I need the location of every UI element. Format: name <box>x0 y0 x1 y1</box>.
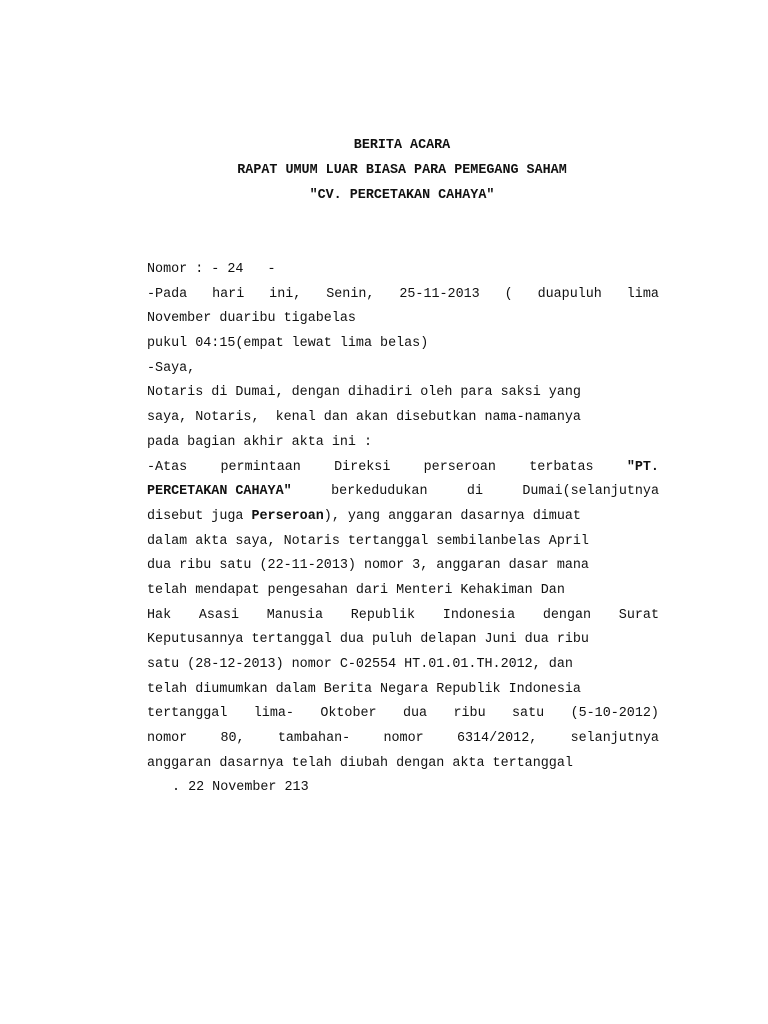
text-line: satu (28-12-2013) nomor C-02554 HT.01.01.TH.2012, dan <box>147 657 573 672</box>
word: satu <box>512 706 545 722</box>
word: berkedudukan <box>331 484 428 500</box>
word: 80, <box>220 731 245 747</box>
text-segment: ), yang anggaran dasarnya dimuat <box>323 508 581 524</box>
word: nomor <box>147 731 188 747</box>
date-line <box>147 286 659 311</box>
text-line: November duaribu tigabelas <box>147 311 356 327</box>
word: di <box>466 484 483 500</box>
word: -Pada <box>147 286 188 302</box>
company-line <box>147 483 659 508</box>
word: Oktober <box>320 706 377 722</box>
perseroan-bold: Perseroan <box>251 508 324 524</box>
word: Hak <box>147 607 172 623</box>
word: nomor <box>383 731 424 747</box>
word: tambahan- <box>277 731 351 747</box>
word: Direksi <box>334 459 391 475</box>
word: lima <box>626 286 659 302</box>
word: Asasi <box>198 607 240 623</box>
text-segment: disebut juga <box>147 508 252 524</box>
word: 25-11-2013 <box>399 286 480 302</box>
word: 6314/2012, <box>456 731 538 747</box>
word: selanjutnya <box>570 731 659 747</box>
text-line: saya, Notaris, kenal dan akan disebutkan nama-namanya <box>147 410 581 426</box>
word: -Atas <box>147 459 188 475</box>
word: ini, <box>269 286 302 302</box>
word: lima- <box>253 706 294 722</box>
word: Dumai(selanjutnya <box>522 484 659 500</box>
word: duapuluh <box>537 286 602 302</box>
text-line: Notaris di Dumai, dengan dihadiri oleh para saksi yang <box>147 385 581 401</box>
oktober-line <box>147 705 659 730</box>
company-name-title: "CV. PERCETAKAN CAHAYA" <box>309 188 495 203</box>
text-line: -Saya, <box>147 360 196 376</box>
word: Manusia <box>266 607 324 623</box>
company-name-bold: PERCETAKAN CAHAYA" <box>147 484 292 500</box>
ministry-line <box>147 607 659 632</box>
word: tertanggal <box>147 706 228 722</box>
text-line: telah mendapat pengesahan dari Menteri Kehakiman Dan <box>147 582 565 598</box>
text-line: anggaran dasarnya telah diubah dengan akta tertanggal <box>147 755 573 771</box>
request-line <box>147 459 659 484</box>
text-line: pada bagian akhir akta ini : <box>147 434 372 450</box>
word: Republik <box>350 607 416 623</box>
word: dua <box>402 706 428 722</box>
word: permintaan <box>220 459 301 475</box>
nomor-tambahan-line <box>147 730 659 755</box>
word: perseroan <box>423 459 496 475</box>
text-line: Keputusannya tertanggal dua puluh delapan Juni dua ribu <box>147 632 589 648</box>
word: Surat <box>618 607 659 623</box>
text-line: telah diumumkan dalam Berita Negara Republik Indonesia <box>147 681 581 697</box>
perseroan-line <box>147 508 659 533</box>
word: Senin, <box>326 286 375 302</box>
word: (5-10-2012) <box>570 706 659 722</box>
final-date-line: . 22 November 213 <box>172 780 309 796</box>
word: dengan <box>542 607 592 623</box>
word: "PT. <box>626 459 659 475</box>
document-body <box>147 261 659 804</box>
word: ( <box>504 286 513 302</box>
word: ribu <box>453 706 486 722</box>
document-title: BERITA ACARA <box>353 138 451 153</box>
word: Indonesia <box>442 607 516 623</box>
nomor-line: Nomor : - 24 - <box>147 262 276 277</box>
document-subtitle: RAPAT UMUM LUAR BIASA PARA PEMEGANG SAHAM <box>237 163 567 178</box>
word: terbatas <box>529 459 594 475</box>
text-line: dua ribu satu (22-11-2013) nomor 3, anggaran dasar mana <box>147 558 589 574</box>
text-line: dalam akta saya, Notaris tertanggal sembilanbelas April <box>147 533 589 549</box>
word: hari <box>212 286 245 302</box>
text-line: pukul 04:15(empat lewat lima belas) <box>147 336 429 352</box>
